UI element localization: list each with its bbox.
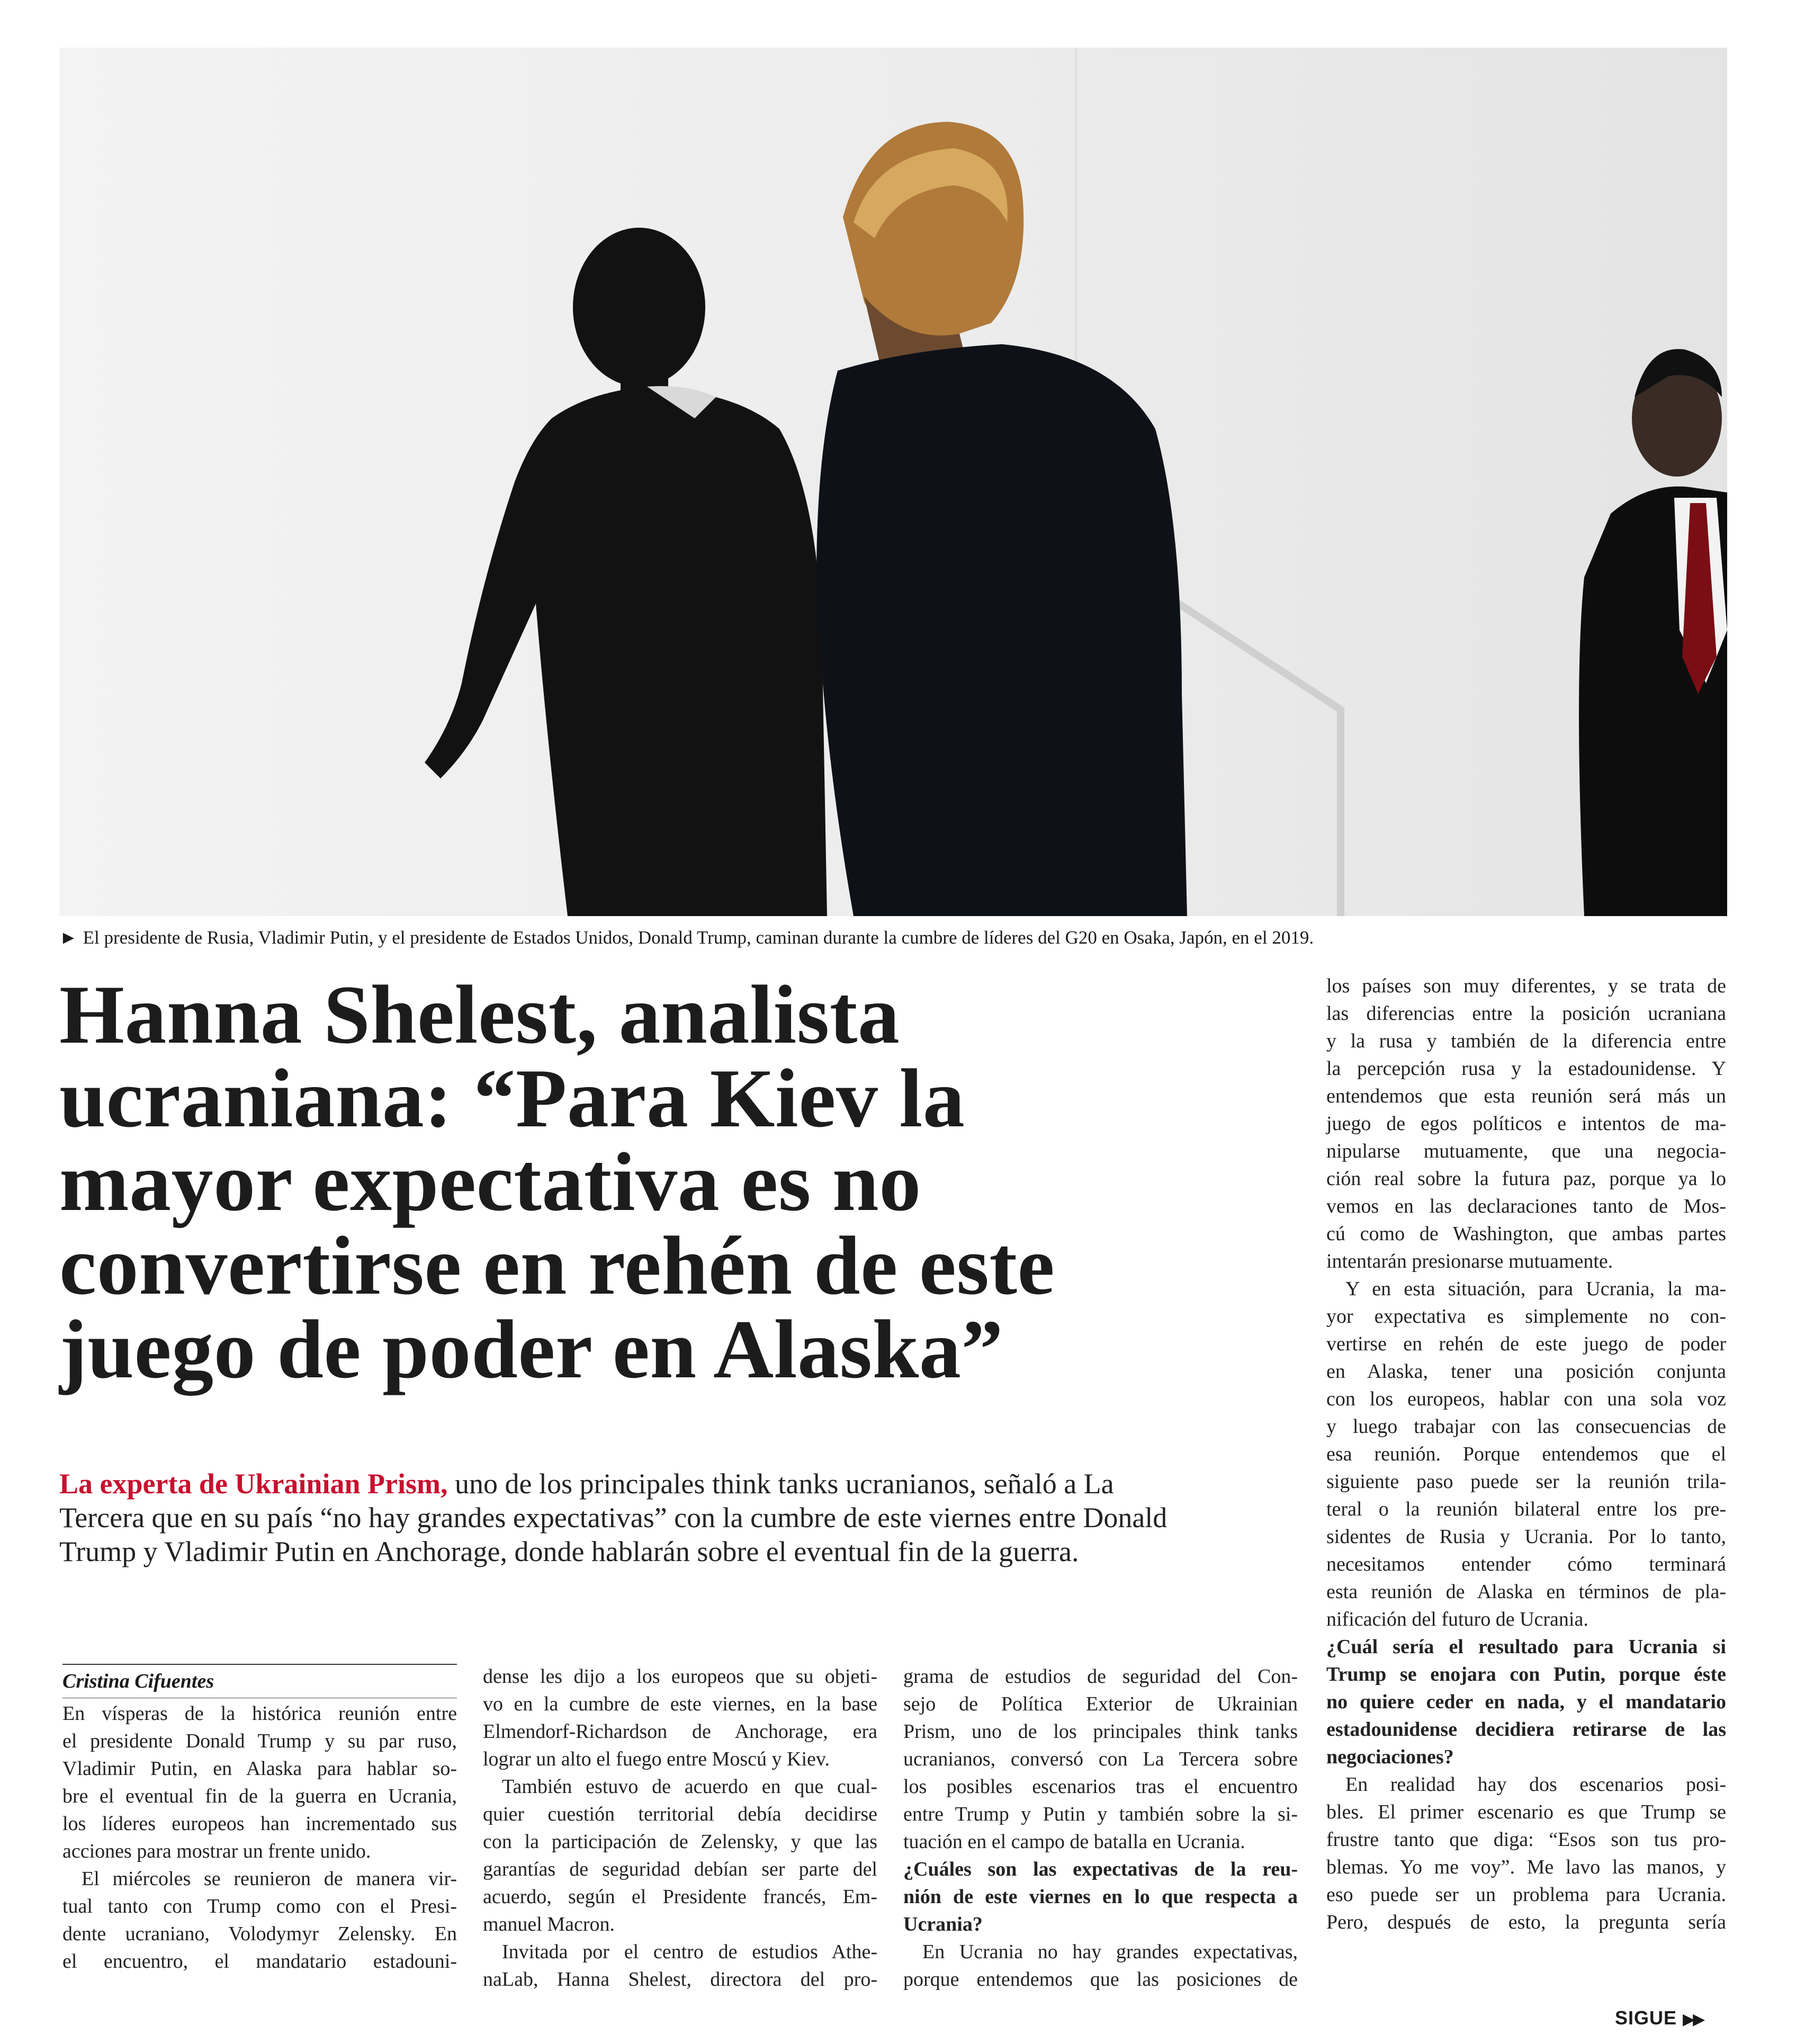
body-line: nipularse mutuamente, que una negocia- bbox=[1326, 1140, 1726, 1162]
body-line: En Ucrania no hay grandes expectativas, bbox=[922, 1941, 1298, 1963]
body-line: los posibles escenarios tras el encuentro bbox=[903, 1776, 1298, 1798]
body-line: quier cuestión territorial debía decidirse bbox=[483, 1803, 877, 1825]
body-line: vo en la cumbre de este viernes, en la base bbox=[483, 1693, 877, 1715]
interview-question: negociaciones? bbox=[1326, 1746, 1454, 1768]
body-line: juego de egos políticos e intentos de ma- bbox=[1326, 1113, 1726, 1135]
interview-question: ¿Cuál sería el resultado para Ucrania si bbox=[1326, 1636, 1726, 1658]
body-column-3 bbox=[903, 1663, 1298, 1993]
body-line: necesitamos entender cómo terminará bbox=[1326, 1553, 1726, 1575]
body-line: y la rusa y también de la diferencia entre bbox=[1326, 1030, 1726, 1052]
body-line: Pero, después de esto, la pregunta sería bbox=[1326, 1911, 1726, 1933]
headline-line: Hanna Shelest, analista bbox=[59, 969, 900, 1061]
byline: Cristina Cifuentes bbox=[62, 1670, 214, 1692]
body-line: sejo de Política Exterior de Ukrainian bbox=[903, 1693, 1298, 1715]
body-line: porque entendemos que las posiciones de bbox=[903, 1968, 1298, 1991]
body-line: con la participación de Zelensky, y que las bbox=[483, 1831, 877, 1853]
continues-label: SIGUE bbox=[1615, 2007, 1677, 2029]
lead-photo bbox=[59, 48, 1727, 916]
body-line: en Alaska, tener una posición conjunta bbox=[1326, 1360, 1726, 1383]
photo-caption bbox=[59, 926, 1727, 950]
headline-line: ucraniana: “Para Kiev la bbox=[59, 1052, 965, 1145]
body-line: acciones para mostrar un frente unido. bbox=[62, 1840, 371, 1862]
body-column-2 bbox=[483, 1663, 877, 1993]
summary-line: Trump y Vladimir Putin en Anchorage, donde hablarán sobre el eventual fin de la guerra. bbox=[59, 1536, 1079, 1567]
body-line: Invitada por el centro de estudios Athe- bbox=[502, 1941, 877, 1963]
body-line: bre el eventual fin de la guerra en Ucrania, bbox=[62, 1785, 457, 1807]
body-line: el presidente Donald Trump y su par ruso, bbox=[62, 1730, 457, 1752]
headline-line: mayor expectativa es no bbox=[59, 1136, 921, 1229]
body-line: el encuentro, el mandatario estadouni- bbox=[62, 1950, 457, 1973]
body-line: eso puede ser un problema para Ucrania. bbox=[1326, 1884, 1726, 1906]
headline-line: convertirse en rehén de este bbox=[59, 1220, 1055, 1312]
body-column-1 bbox=[62, 1700, 457, 1975]
summary-lead: La experta de Ukrainian Prism, bbox=[59, 1468, 448, 1500]
body-line: yor expectativa es simplemente no con- bbox=[1326, 1305, 1726, 1328]
body-line: También estuvo de acuerdo en que cual- bbox=[502, 1776, 877, 1798]
body-line: los países son muy diferentes, y se trata de bbox=[1326, 975, 1726, 997]
headline-line: juego de poder en Alaska” bbox=[59, 1303, 1003, 1396]
body-line: frustre tanto que diga: “Esos son tus pro- bbox=[1326, 1828, 1726, 1851]
caption-text: El presidente de Rusia, Vladimir Putin, y el presidente de Estados Unidos, Donald Trump, caminan durante la cumbre de líderes del G20 en Osaka, Japón, en el 2019. bbox=[83, 927, 1314, 948]
body-line: En vísperas de la histórica reunión entre bbox=[62, 1702, 457, 1725]
body-line: teral o la reunión bilateral entre los pre- bbox=[1326, 1498, 1726, 1520]
body-line: manuel Macron. bbox=[483, 1913, 615, 1935]
body-line: El miércoles se reunieron de manera vir- bbox=[82, 1868, 457, 1890]
body-line: la percepción rusa y la estadounidense. Y bbox=[1326, 1057, 1726, 1080]
body-line: entendemos que esta reunión será más un bbox=[1326, 1085, 1726, 1107]
body-line: esta reunión de Alaska en términos de pla- bbox=[1326, 1581, 1726, 1603]
body-line: bles. El primer escenario es que Trump se bbox=[1326, 1801, 1726, 1823]
interview-question: estadounidense decidiera retirarse de las bbox=[1326, 1718, 1726, 1741]
body-column-4 bbox=[1326, 972, 1726, 1936]
double-arrow-icon: ▶▶ bbox=[1683, 2011, 1703, 2028]
body-line: ción real sobre la futura paz, porque ya lo bbox=[1326, 1168, 1726, 1190]
body-line: intentarán presionarse mutuamente. bbox=[1326, 1250, 1613, 1272]
body-line: vemos en las declaraciones tanto de Mos- bbox=[1326, 1195, 1726, 1217]
body-line: ucranianos, conversó con La Tercera sobre bbox=[903, 1748, 1298, 1770]
photo-illustration bbox=[59, 48, 1727, 916]
summary-text: uno de los principales think tanks ucranianos, señaló a La bbox=[447, 1468, 1114, 1500]
body-line: grama de estudios de seguridad del Con- bbox=[903, 1665, 1298, 1688]
body-line: los líderes europeos han incrementado sus bbox=[62, 1813, 457, 1835]
body-line: Elmendorf-Richardson de Anchorage, era bbox=[483, 1720, 877, 1743]
body-line: Y en esta situación, para Ucrania, la ma- bbox=[1345, 1278, 1726, 1300]
body-line: las diferencias entre la posición ucraniana bbox=[1326, 1002, 1726, 1025]
body-line: Prism, uno de los principales think tanks bbox=[903, 1720, 1298, 1743]
body-line: tual tanto con Trump como con el Presi- bbox=[62, 1895, 457, 1917]
body-line: Vladimir Putin, en Alaska para hablar so- bbox=[62, 1758, 457, 1780]
article-summary bbox=[59, 1467, 1298, 1568]
body-line: sidentes de Rusia y Ucrania. Por lo tanto, bbox=[1326, 1526, 1726, 1548]
body-line: dente ucraniano, Volodymyr Zelensky. En bbox=[62, 1923, 457, 1945]
headline bbox=[59, 969, 1298, 1396]
body-line: entre Trump y Putin y también sobre la si- bbox=[903, 1803, 1298, 1825]
byline-rule bbox=[62, 1664, 457, 1665]
caption-marker-icon: ► bbox=[59, 927, 78, 948]
interview-question: ¿Cuáles son las expectativas de la reu- bbox=[903, 1858, 1298, 1880]
interview-question: Ucrania? bbox=[903, 1913, 983, 1935]
body-line: garantías de seguridad debían ser parte del bbox=[483, 1858, 877, 1880]
body-line: acuerdo, según el Presidente francés, Em- bbox=[483, 1886, 877, 1908]
summary-line: Tercera que en su país “no hay grandes expectativas” con la cumbre de este viernes entre Donald bbox=[59, 1502, 1168, 1534]
body-line: cú como de Washington, que ambas partes bbox=[1326, 1223, 1726, 1245]
interview-question: nión de este viernes en lo que respecta a bbox=[903, 1886, 1298, 1908]
interview-question: no quiere ceder en nada, y el mandatario bbox=[1326, 1691, 1726, 1713]
body-line: En realidad hay dos escenarios posi- bbox=[1345, 1773, 1726, 1796]
body-line: con los europeos, hablar con una sola voz bbox=[1326, 1388, 1726, 1410]
body-line: dense les dijo a los europeos que su objeti- bbox=[483, 1665, 877, 1688]
body-line: naLab, Hanna Shelest, directora del pro- bbox=[483, 1968, 877, 1991]
body-line: y luego trabajar con las consecuencias de bbox=[1326, 1415, 1726, 1438]
body-line: esa reunión. Porque entendemos que el bbox=[1326, 1443, 1726, 1465]
body-line: nificación del futuro de Ucrania. bbox=[1326, 1608, 1588, 1630]
body-line: tuación en el campo de batalla en Ucrania. bbox=[903, 1831, 1245, 1853]
continues-link[interactable] bbox=[1615, 2007, 1703, 2029]
body-line: lograr un alto el fuego entre Moscú y Kiev. bbox=[483, 1748, 830, 1770]
summary-line bbox=[59, 1467, 1298, 1501]
body-line: vertirse en rehén de este juego de poder bbox=[1326, 1333, 1726, 1355]
body-line: siguiente paso puede ser la reunión trila- bbox=[1326, 1471, 1726, 1493]
body-line: blemas. Yo me voy”. Me lavo las manos, y bbox=[1326, 1856, 1726, 1878]
interview-question: Trump se enojara con Putin, porque éste bbox=[1326, 1663, 1726, 1686]
